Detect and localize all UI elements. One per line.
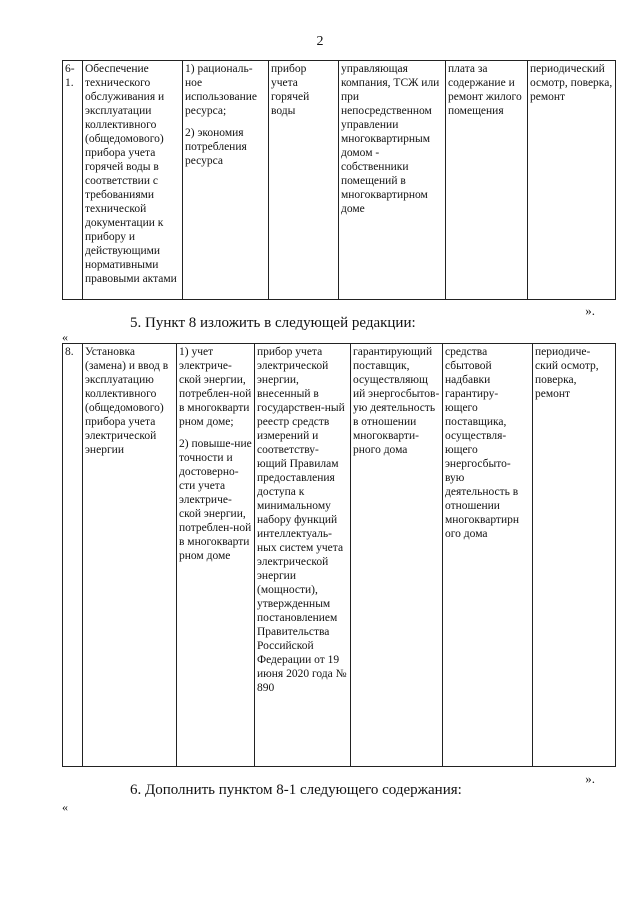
responsible-party-cell: управляющая компания, ТСЖ или при непосредственном управлении многоквартирным домом - собственники помещений в многоквартирном доме: [339, 61, 446, 300]
measure-name-cell: Установка (замена) и ввод в эксплуатацию коллективного (общедомового) прибора учета электрической энергии: [83, 344, 177, 767]
equipment-cell: прибор учета электрической энергии, внесенный в государствен-ный реестр средств измерений и соответству-ющий Правилам предоставления доступа к минимальному набору функций интеллектуаль-ных систем учета электрической энергии (мощности), утвержденным постановлением Правительства Российской Федерации от 19 июня 2020 года № 890: [255, 344, 351, 767]
goal-cell: [183, 61, 269, 300]
section-heading-6: 6. Дополнить пунктом 8-1 следующего содержания:: [130, 782, 462, 798]
goal-paragraph: 2) повыше-ние точности и достоверно-сти учета электриче-ской энергии, потреблен-ной в многокварти рном доме: [179, 438, 252, 562]
funding-source-cell: плата за содержание и ремонт жилого помещения: [446, 61, 528, 300]
opening-quote: «: [62, 330, 68, 344]
item-number-cell: 6-1.: [63, 61, 83, 300]
goal-paragraph: 2) экономия потребления ресурса: [185, 127, 247, 167]
goal-cell: [177, 344, 255, 767]
goal-paragraph: 1) рациональ-ное использование ресурса;: [185, 63, 258, 117]
service-cell: периодический осмотр, поверка, ремонт: [528, 61, 616, 300]
equipment-cell: прибор учета горячей воды: [269, 61, 339, 300]
funding-source-cell: средства сбытовой надбавки гарантиру-ющего поставщика, осуществля-ющего энергосбыто-вую деятельность в отношении многоквартирн ого дома: [443, 344, 533, 767]
service-cell: периодиче-ский осмотр, поверка, ремонт: [533, 344, 616, 767]
closing-quote: ».: [585, 771, 595, 786]
goal-paragraph: 1) учет электриче-ской энергии, потреблен-ной в многокварти рном доме;: [179, 346, 252, 428]
page-number: 2: [316, 34, 324, 49]
measure-name-cell: Обеспечение технического обслуживания и эксплуатации коллективного (общедомового) прибора учета горячей воды в соответствии с требованиями технической документации к прибору и действующими нормативными правовыми актами: [83, 61, 183, 300]
table-row: [63, 61, 616, 300]
measures-table-item-8: [62, 343, 616, 767]
measures-table-item-6-1: [62, 60, 616, 300]
opening-quote: «: [62, 800, 68, 814]
table-row: [63, 344, 616, 767]
section-heading-5: 5. Пункт 8 изложить в следующей редакции:: [130, 315, 416, 331]
item-number-cell: 8.: [63, 344, 83, 767]
responsible-party-cell: гарантирующий поставщик, осуществляющ ий энергосбытов-ую деятельность в отношении многокварти-рного дома: [351, 344, 443, 767]
closing-quote: ».: [585, 303, 595, 318]
